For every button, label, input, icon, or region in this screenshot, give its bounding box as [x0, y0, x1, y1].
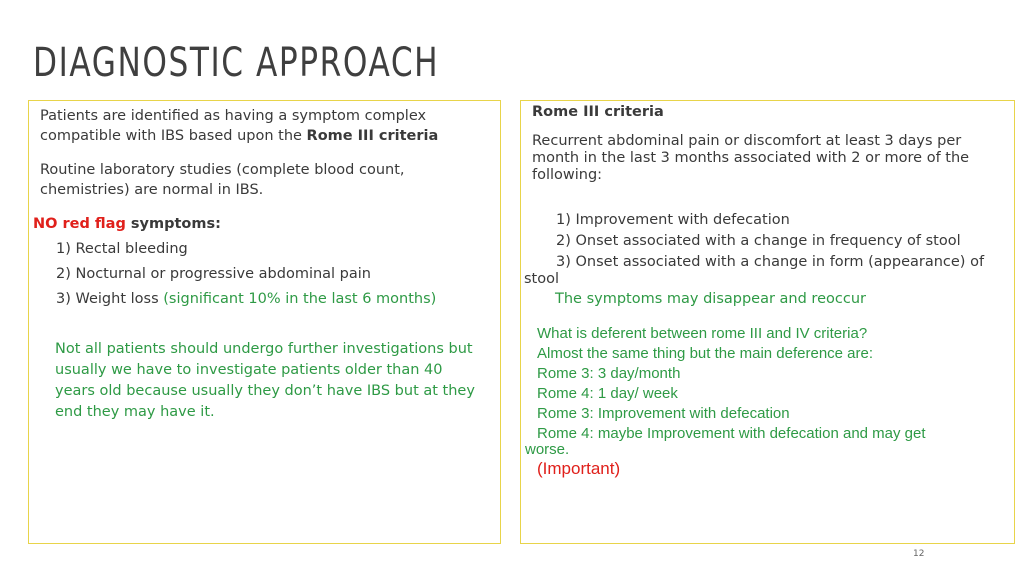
- lab-line-1: Routine laboratory studies (complete blood count,: [40, 162, 405, 178]
- note-line-4: end they may have it.: [55, 404, 215, 420]
- intro-line-2-text: compatible with IBS based upon the: [40, 128, 307, 144]
- lab-line-2: chemistries) are normal in IBS.: [40, 182, 264, 198]
- rome-heading: Rome III criteria: [532, 104, 664, 120]
- flag-item-2: 2) Nocturnal or progressive abdominal pain: [56, 266, 371, 282]
- desc-line-3: following:: [532, 167, 603, 183]
- intro-line-2: [40, 126, 438, 147]
- comparison-line-5: Rome 3: Improvement with defecation: [537, 405, 790, 422]
- page-number: 12: [913, 549, 925, 559]
- important-note: (Important): [537, 459, 621, 478]
- red-flag-heading: [33, 214, 221, 235]
- comparison-wrap: worse.: [525, 441, 570, 458]
- intro-line-1: Patients are identified as having a symptom complex: [40, 108, 427, 124]
- comparison-line-2: Almost the same thing but the main deference are:: [537, 345, 874, 362]
- comparison-line-1: What is deferent between rome III and IV criteria?: [537, 325, 868, 342]
- weight-loss-note: (significant 10% in the last 6 months): [158, 291, 437, 307]
- disappear-note: The symptoms may disappear and reoccur: [555, 291, 866, 307]
- flag-item-3-text: 3) Weight loss: [56, 291, 159, 307]
- no-red-flag-label: NO red flag: [33, 216, 126, 232]
- note-line-3: years old because usually they don’t have IBS but at they: [55, 383, 475, 399]
- comparison-line-6: Rome 4: maybe Improvement with defecation and may get: [537, 425, 926, 442]
- comparison-line-3: Rome 3: 3 day/month: [537, 365, 681, 382]
- symptoms-label: symptoms:: [125, 216, 221, 232]
- desc-line-2: month in the last 3 months associated with 2 or more of the: [532, 150, 970, 166]
- comparison-line-4: Rome 4: 1 day/ week: [537, 385, 678, 402]
- flag-item-1: 1) Rectal bleeding: [56, 241, 188, 257]
- note-line-1: Not all patients should undergo further investigations but: [55, 341, 473, 357]
- criterion-2: 2) Onset associated with a change in frequency of stool: [556, 233, 961, 249]
- flag-item-3: [56, 289, 436, 310]
- criterion-1: 1) Improvement with defecation: [556, 212, 790, 228]
- desc-line-1: Recurrent abdominal pain or discomfort at least 3 days per: [532, 133, 962, 149]
- slide-title: DIAGNOSTIC APPROACH: [33, 40, 440, 86]
- note-line-2: usually we have to investigate patients older than 40: [55, 362, 443, 378]
- criterion-3-wrap: stool: [524, 271, 560, 287]
- rome-criteria-ref: Rome III criteria: [306, 128, 439, 144]
- criterion-3: 3) Onset associated with a change in form (appearance) of: [556, 254, 985, 270]
